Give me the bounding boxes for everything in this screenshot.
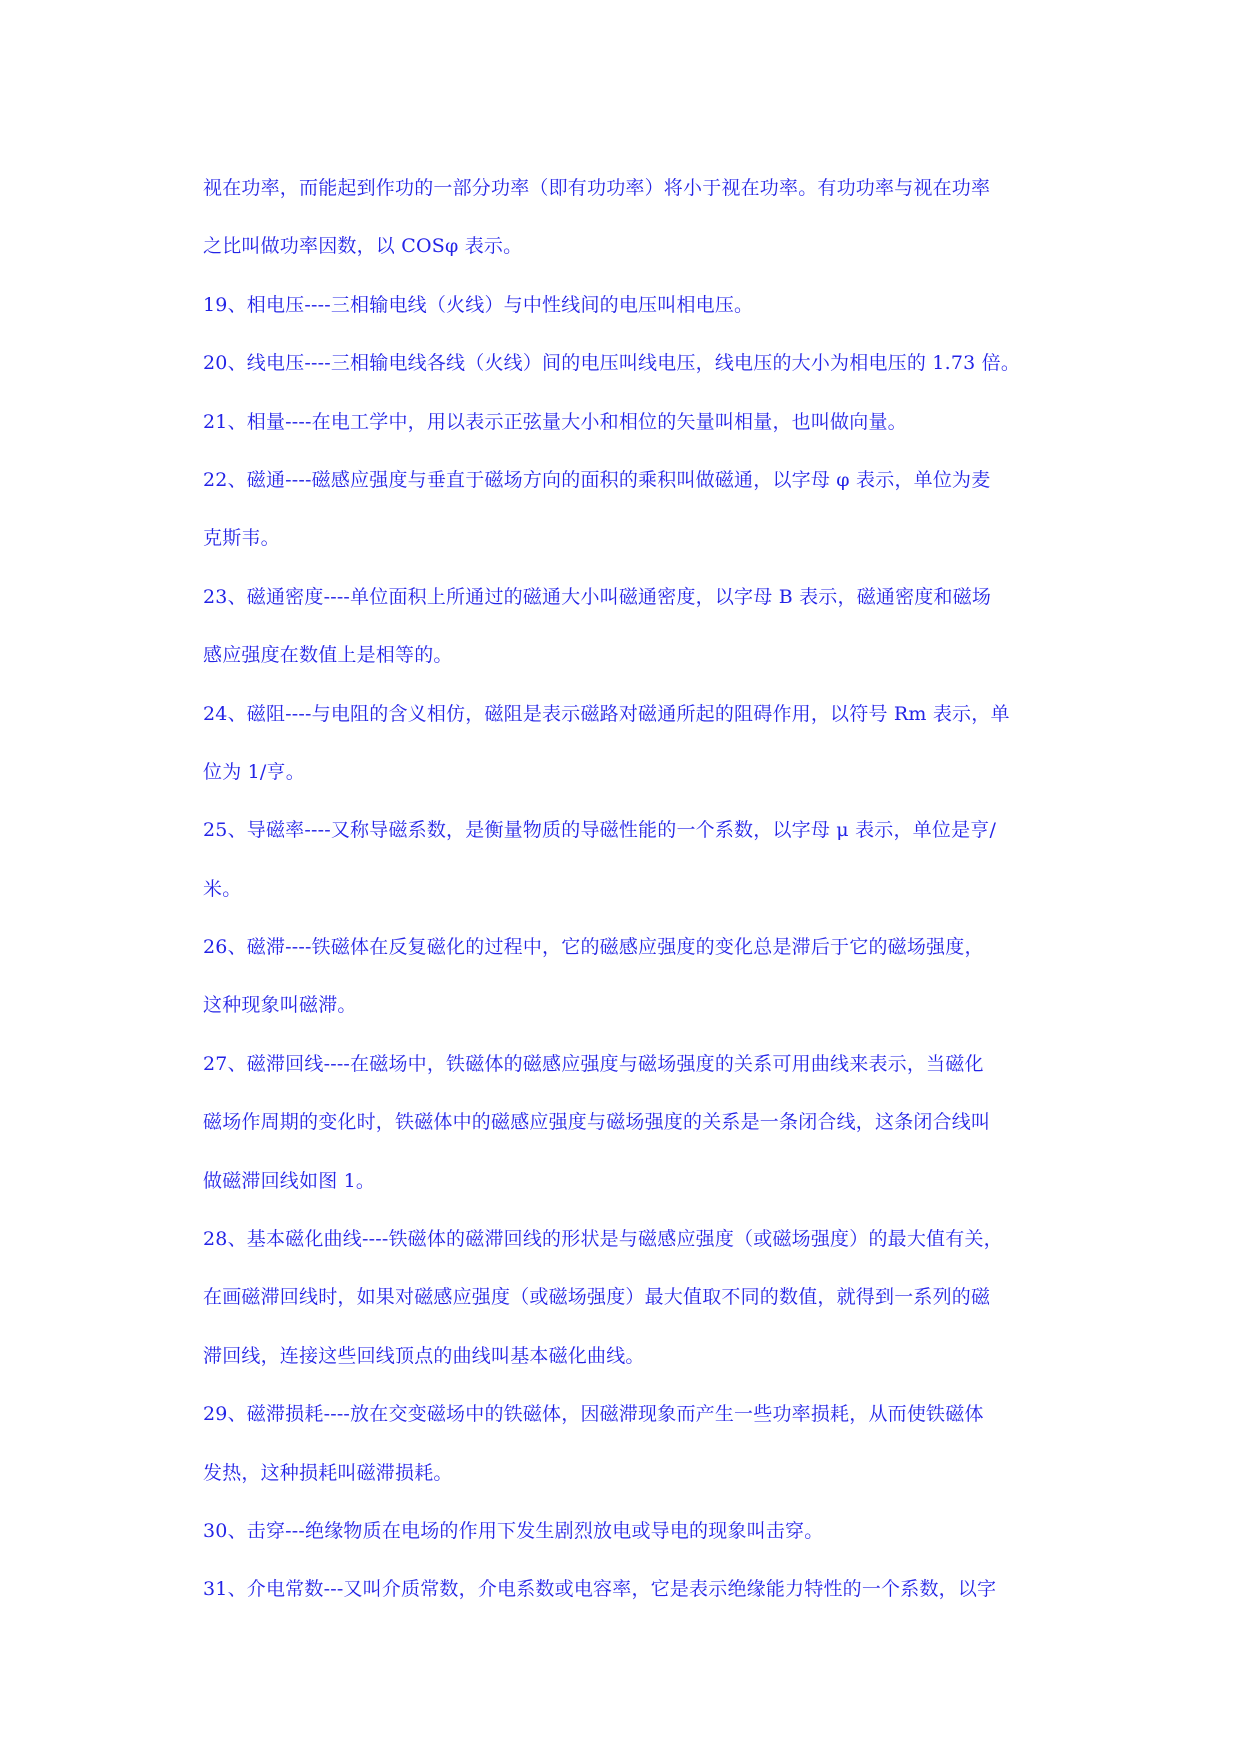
text-line: 位为 1/亨。 xyxy=(203,760,305,783)
text-line: 之比叫做功率因数，以 COSφ 表示。 xyxy=(203,235,523,258)
text-line: 米。 xyxy=(203,877,242,900)
text-line: 26、磁滞----铁磁体在反复磁化的过程中，它的磁感应强度的变化总是滞后于它的磁场强度， xyxy=(203,936,984,959)
text-line: 发热，这种损耗叫磁滞损耗。 xyxy=(203,1461,453,1484)
text-line: 31、介电常数---又叫介质常数，介电系数或电容率，它是表示绝缘能力特性的一个系数，以字 xyxy=(203,1578,997,1601)
text-line: 滞回线，连接这些回线顶点的曲线叫基本磁化曲线。 xyxy=(203,1344,645,1367)
text-line: 做磁滞回线如图 1。 xyxy=(203,1169,376,1192)
text-line: 这种现象叫磁滞。 xyxy=(203,994,357,1017)
text-line: 20、线电压----三相输电线各线（火线）间的电压叫线电压，线电压的大小为相电压的 1.73 倍。 xyxy=(203,352,1021,375)
text-line: 磁场作周期的变化时，铁磁体中的磁感应强度与磁场强度的关系是一条闭合线，这条闭合线叫 xyxy=(203,1111,991,1134)
text-line: 27、磁滞回线----在磁场中，铁磁体的磁感应强度与磁场强度的关系可用曲线来表示，当磁化 xyxy=(203,1052,984,1075)
text-line: 感应强度在数值上是相等的。 xyxy=(203,644,453,667)
text-line: 在画磁滞回线时，如果对磁感应强度（或磁场强度）最大值取不同的数值，就得到一系列的磁 xyxy=(203,1286,991,1309)
text-line: 视在功率，而能起到作功的一部分功率（即有功功率）将小于视在功率。有功功率与视在功率 xyxy=(203,177,991,199)
text-line: 25、导磁率----又称导磁系数，是衡量物质的导磁性能的一个系数，以字母 μ 表示，单位是亨/ xyxy=(203,819,997,842)
text-line: 22、磁通----磁感应强度与垂直于磁场方向的面积的乘积叫做磁通，以字母 φ 表示，单位为麦 xyxy=(203,468,991,491)
document-body xyxy=(203,159,1053,1619)
text-line: 克斯韦。 xyxy=(203,527,280,550)
text-line: 21、相量----在电工学中，用以表示正弦量大小和相位的矢量叫相量，也叫做向量。 xyxy=(203,410,907,433)
text-line: 30、击穿---绝缘物质在电场的作用下发生剧烈放电或导电的现象叫击穿。 xyxy=(203,1519,824,1542)
text-line: 29、磁滞损耗----放在交变磁场中的铁磁体，因磁滞现象而产生一些功率损耗，从而使铁磁体 xyxy=(203,1403,984,1426)
text-line: 19、相电压----三相输电线（火线）与中性线间的电压叫相电压。 xyxy=(203,293,754,316)
text-line: 28、基本磁化曲线----铁磁体的磁滞回线的形状是与磁感应强度（或磁场强度）的最大值有关， xyxy=(203,1228,1003,1251)
text-line: 24、磁阻----与电阻的含义相仿，磁阻是表示磁路对磁通所起的阻碍作用，以符号 Rm 表示，单 xyxy=(203,702,1010,725)
text-line: 23、磁通密度----单位面积上所通过的磁通大小叫磁通密度，以字母 B 表示，磁通密度和磁场 xyxy=(203,585,992,608)
